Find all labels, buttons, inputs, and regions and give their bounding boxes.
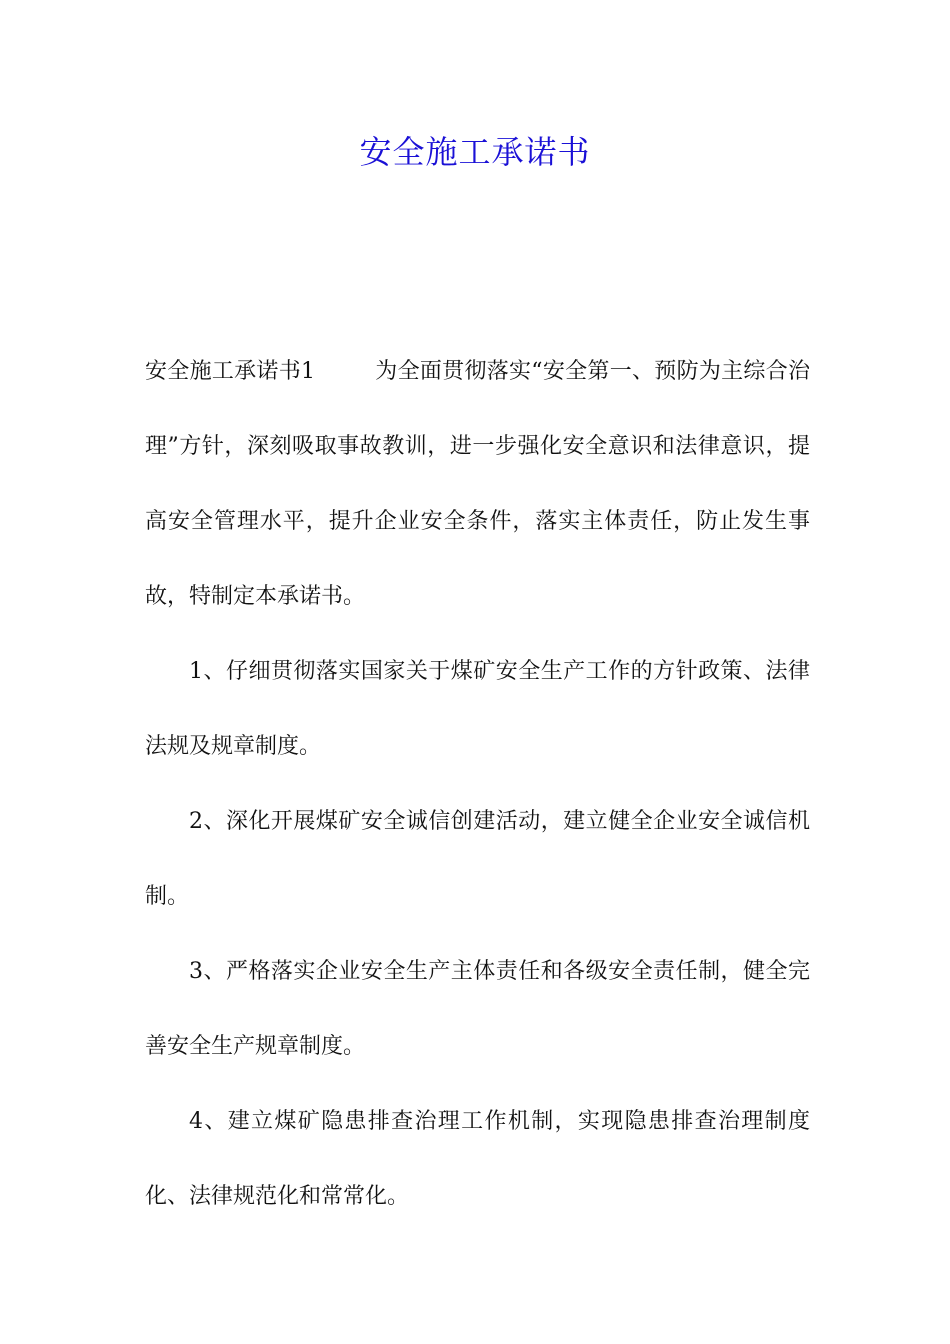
commitment-item-4: 4、建立煤矿隐患排查治理工作机制，实现隐患排查治理制度化、法律规范化和常常化。 bbox=[145, 1109, 810, 1209]
commitment-item-1: 1、仔细贯彻落实国家关于煤矿安全生产工作的方针政策、法律法规及规章制度。 bbox=[145, 659, 810, 759]
document-title: 安全施工承诺书 bbox=[359, 133, 591, 171]
intro-text: 为全面贯彻落实“安全第一、预防为主综合治理”方针，深刻吸取事故教训，进一步强化安全意识和法律意识，提高安全管理水平，提升企业安全条件，落实主体责任，防止发生事故，特制定本承诺书。 bbox=[145, 359, 811, 609]
commitment-item-2: 2、深化开展煤矿安全诚信创建活动，建立健全企业安全诚信机制。 bbox=[145, 809, 810, 909]
document-body bbox=[145, 334, 810, 1234]
commitment-item-3: 3、严格落实企业安全生产主体责任和各级安全责任制，健全完善安全生产规章制度。 bbox=[145, 959, 810, 1059]
intro-paragraph bbox=[145, 334, 810, 634]
intro-label: 安全施工承诺书1 bbox=[145, 359, 316, 384]
